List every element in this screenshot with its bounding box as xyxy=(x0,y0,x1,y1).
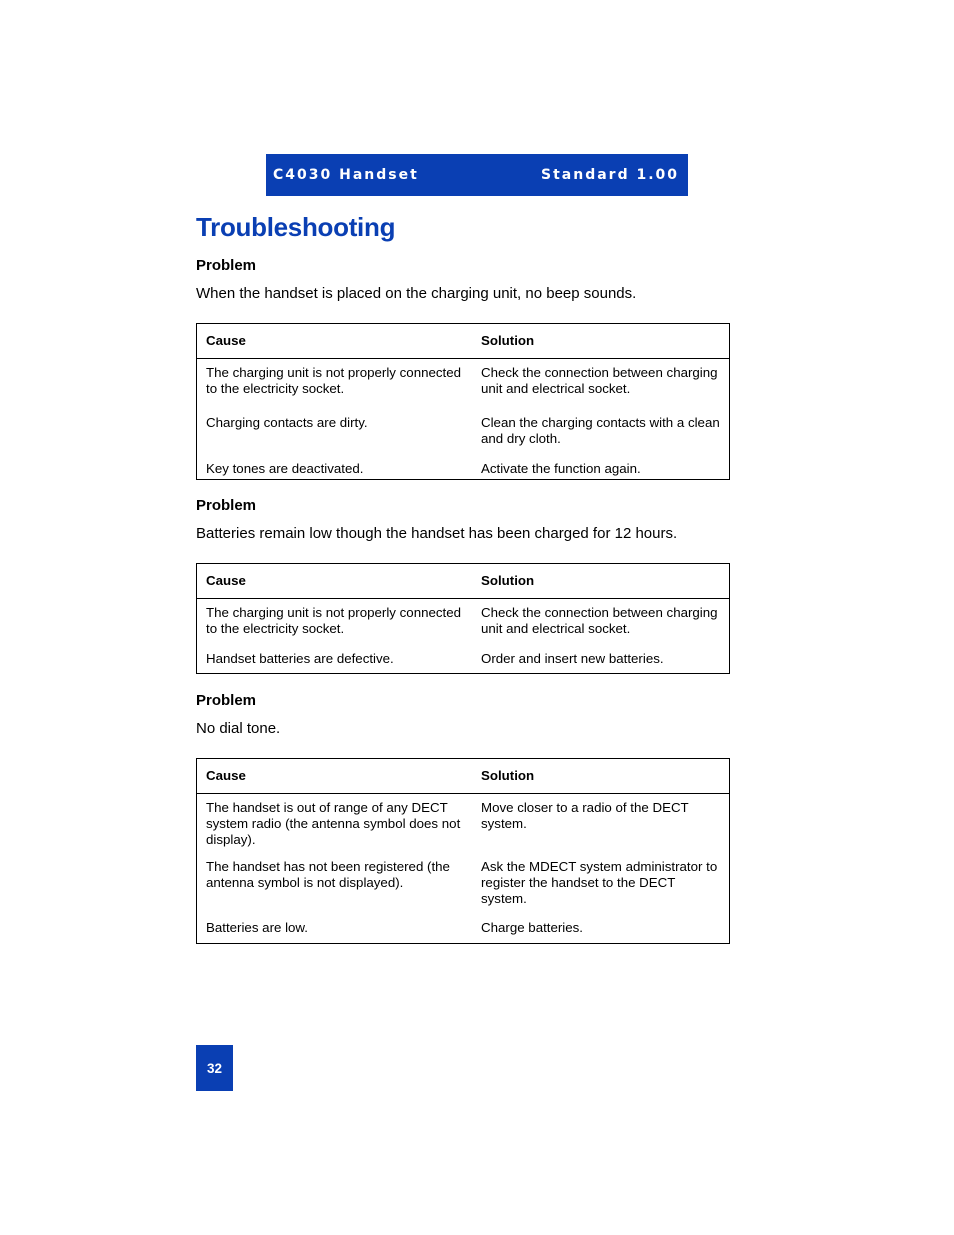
solution-cell: Check the connection between charging unit and electrical socket. xyxy=(481,605,718,636)
problem-text-2: Batteries remain low though the handset has been charged for 12 hours. xyxy=(196,525,678,542)
table-row xyxy=(197,651,730,674)
solution-cell: Charge batteries. xyxy=(481,919,583,935)
table-header-row xyxy=(197,759,730,794)
column-header-cause: Cause xyxy=(197,759,473,794)
table-header-row xyxy=(197,324,730,359)
cause-cell: Charging contacts are dirty. xyxy=(206,414,368,430)
cause-cell: The charging unit is not properly connected to the electricity socket. xyxy=(206,605,462,636)
cause-cell: The charging unit is not properly connected to the electricity socket. xyxy=(206,365,462,396)
column-header-solution: Solution xyxy=(472,759,730,794)
table-row xyxy=(197,859,730,920)
table-header-row xyxy=(197,564,730,599)
table-row xyxy=(197,461,730,480)
cause-cell: The handset is out of range of any DECT system radio (the antenna symbol does not display). xyxy=(206,800,461,847)
solution-cell: Activate the function again. xyxy=(481,460,641,476)
column-header-cause: Cause xyxy=(197,564,473,599)
problem-text-3: No dial tone. xyxy=(196,720,281,737)
table-row xyxy=(197,415,730,461)
problem-heading-3: Problem xyxy=(196,692,257,709)
cause-cell: The handset has not been registered (the antenna symbol is not displayed). xyxy=(206,858,450,890)
solution-cell: Order and insert new batteries. xyxy=(481,650,664,666)
troubleshooting-table-3 xyxy=(196,758,730,944)
troubleshooting-table-2 xyxy=(196,563,730,674)
table-row xyxy=(197,599,730,651)
page-title: Troubleshooting xyxy=(196,212,396,242)
column-header-solution: Solution xyxy=(472,564,730,599)
solution-cell: Move closer to a radio of the DECT system. xyxy=(481,800,689,831)
cause-cell: Batteries are low. xyxy=(206,919,308,935)
problem-text-1: When the handset is placed on the charging unit, no beep sounds. xyxy=(196,285,637,302)
table-row xyxy=(197,920,730,944)
solution-cell: Ask the MDECT system administrator to register the handset to the DECT system. xyxy=(481,858,718,906)
table-row xyxy=(197,359,730,415)
page-number: 32 xyxy=(196,1045,233,1091)
problem-heading-2: Problem xyxy=(196,497,257,514)
column-header-cause: Cause xyxy=(197,324,473,359)
column-header-solution: Solution xyxy=(472,324,730,359)
cause-cell: Handset batteries are defective. xyxy=(206,650,394,666)
running-header xyxy=(266,154,688,196)
header-standard: Standard 1.00 xyxy=(541,167,679,183)
problem-heading-1: Problem xyxy=(196,257,257,274)
cause-cell: Key tones are deactivated. xyxy=(206,460,364,476)
troubleshooting-table-1 xyxy=(196,323,730,480)
solution-cell: Clean the charging contacts with a clean and dry cloth. xyxy=(481,414,720,446)
header-product: C4030 Handset xyxy=(273,167,419,183)
solution-cell: Check the connection between charging unit and electrical socket. xyxy=(481,365,718,396)
table-row xyxy=(197,794,730,859)
